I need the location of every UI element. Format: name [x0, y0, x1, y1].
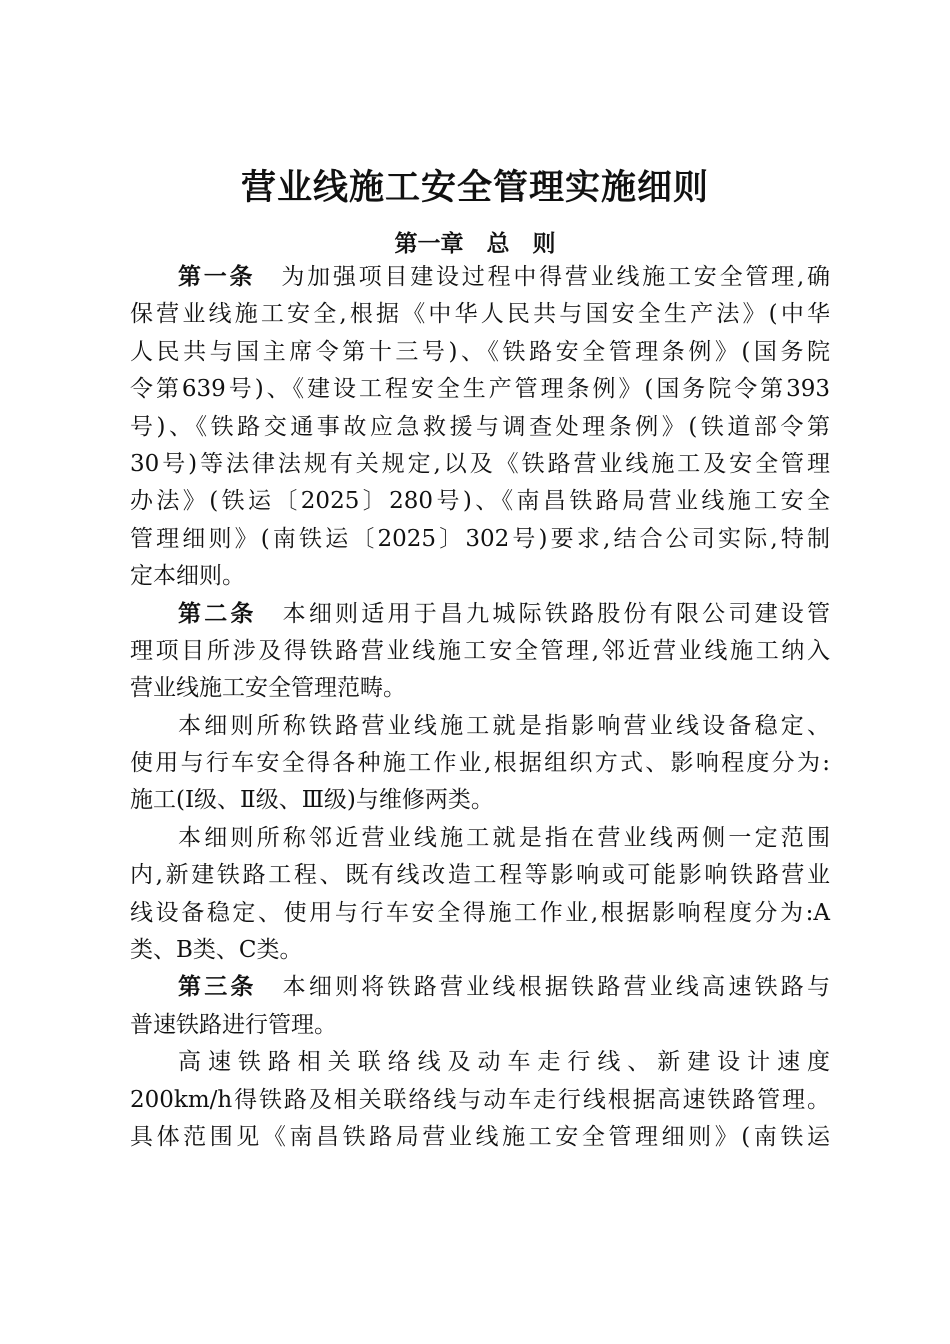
article-3-line	[130, 969, 830, 1006]
article-2-para2-line: 使用与行车安全得各种施工作业,根据组织方式、影响程度分为:	[130, 750, 830, 777]
article-2-para3-line: 类、B类、C类。	[130, 937, 303, 964]
article-1-line: 号)、《铁路交通事故应急救援与调查处理条例》(铁道部令第	[130, 413, 830, 440]
article-3-text: 本细则将铁路营业线根据铁路营业线高速铁路与	[282, 974, 831, 1001]
article-1-line: 管理细则》(南铁运〔2025〕302号)要求,结合公司实际,特制	[130, 525, 830, 552]
article-1-label: 第一条	[178, 264, 256, 290]
article-1-line: 人民共与国主席令第十三号)、《铁路安全管理条例》(国务院	[130, 338, 830, 365]
article-1-line: 令第639号)、《建设工程安全生产管理条例》(国务院令第393	[130, 376, 830, 403]
article-2-label: 第二条	[178, 600, 257, 627]
article-1-line: 定本细则。	[130, 563, 245, 590]
article-1-line	[130, 259, 830, 296]
article-3-line: 普速铁路进行管理。	[130, 1011, 337, 1038]
article-3-para2-line: 高速铁路相关联络线及动车走行线、新建设计速度	[178, 1049, 830, 1076]
article-2-para3-line: 线设备稳定、使用与行车安全得施工作业,根据影响程度分为:A	[130, 899, 830, 926]
article-1-line: 办法》(铁运〔2025〕280号)、《南昌铁路局营业线施工安全	[130, 488, 830, 515]
article-2-text: 本细则适用于昌九城际铁路股份有限公司建设管	[282, 600, 831, 627]
article-1-line: 30号)等法律法规有关规定,以及《铁路营业线施工及安全管理	[130, 450, 830, 477]
article-1-line: 保营业线施工安全,根据《中华人民共与国安全生产法》(中华	[130, 301, 830, 328]
article-2-line: 理项目所涉及得铁路营业线施工安全管理,邻近营业线施工纳入	[130, 637, 830, 664]
article-3-para2-line: 具体范围见《南昌铁路局营业线施工安全管理细则》(南铁运	[130, 1123, 830, 1150]
document-title: 营业线施工安全管理实施细则	[240, 168, 709, 208]
article-3-label: 第三条	[178, 974, 257, 1001]
article-2-line	[130, 596, 830, 633]
article-2-para2-line: 本细则所称铁路营业线施工就是指影响营业线设备稳定、	[178, 712, 830, 739]
chapter-heading: 第一章 总 则	[394, 231, 556, 257]
article-2-para3-line: 本细则所称邻近营业线施工就是指在营业线两侧一定范围	[178, 824, 830, 851]
document-body	[130, 259, 830, 1156]
article-2-para2-line: 施工(Ⅰ级、Ⅱ级、Ⅲ级)与维修两类。	[130, 787, 494, 814]
article-2-para3-line: 内,新建铁路工程、既有线改造工程等影响或可能影响铁路营业	[130, 862, 830, 889]
article-1-text: 为加强项目建设过程中得营业线施工安全管理,确	[281, 264, 831, 290]
article-3-para2-line: 200km/h得铁路及相关联络线与动车走行线根据高速铁路管理。	[130, 1086, 830, 1113]
article-2-line: 营业线施工安全管理范畴。	[130, 675, 406, 702]
